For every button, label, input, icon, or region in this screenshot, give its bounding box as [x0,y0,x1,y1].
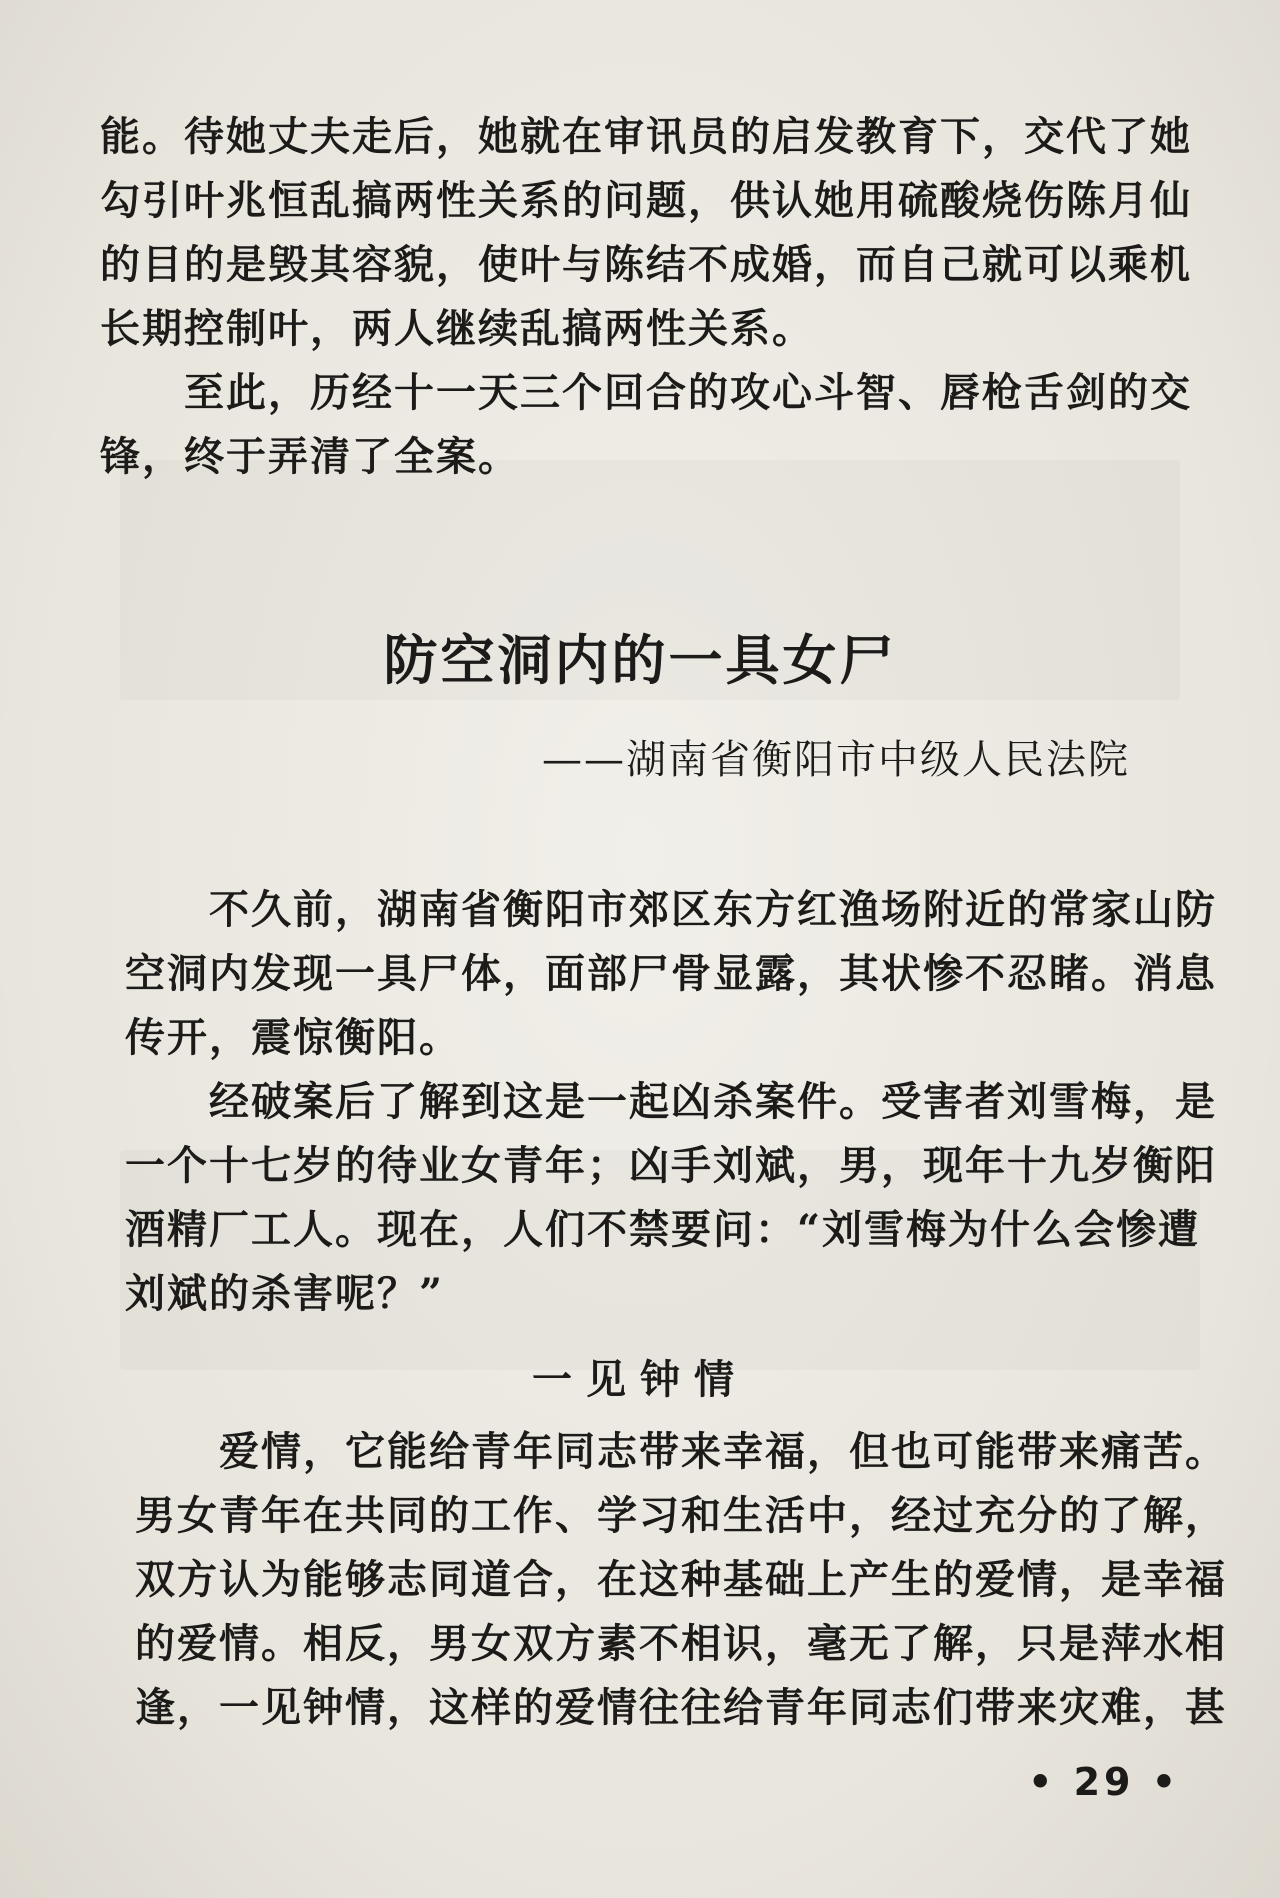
section-text [135,1420,1240,1740]
continued-text-section [100,105,1230,489]
body-paragraph: 爱情，它能给青年同志带来幸福，但也可能带来痛苦。男女青年在共同的工作、学习和生活中，经过充分的了解，双方认为能够志同道合，在这种基础上产生的爱情，是幸福的爱情。相反，男女双方素不相识，毫无了解，只是萍水相逢，一见钟情，这样的爱情往往给青年同志们带来灾难，甚 [135,1428,1227,1731]
body-paragraph: 不久前，湖南省衡阳市郊区东方红渔场附近的常家山防空洞内发现一具尸体，面部尸骨显露，其状惨不忍睹。消息传开，震惊衡阳。 [125,886,1217,1061]
page-number: • 29 • [1028,1760,1180,1804]
body-paragraph: 能。待她丈夫走后，她就在审讯员的启发教育下，交代了她勾引叶兆恒乱搞两性关系的问题，供认她用硫酸烧伤陈月仙的目的是毁其容貌，使叶与陈结不成婚，而自己就可以乘机长期控制叶，两人继续乱搞两性关系。 [100,113,1192,352]
article-byline: ——湖南省衡阳市中级人民法院 [542,737,1130,783]
section-heading: 一见钟情 [532,1356,748,1403]
body-paragraph: 至此，历经十一天三个回合的攻心斗智、唇枪舌剑的交锋，终于弄清了全案。 [100,369,1192,480]
intro-text-section [125,878,1235,1326]
body-paragraph: 经破案后了解到这是一起凶杀案件。受害者刘雪梅，是一个十七岁的待业女青年；凶手刘斌，男，现年十九岁衡阳酒精厂工人。现在，人们不禁要问：“刘雪梅为什么会惨遭刘斌的杀害呢？” [125,1078,1217,1317]
article-title: 防空洞内的一具女尸 [383,629,897,692]
